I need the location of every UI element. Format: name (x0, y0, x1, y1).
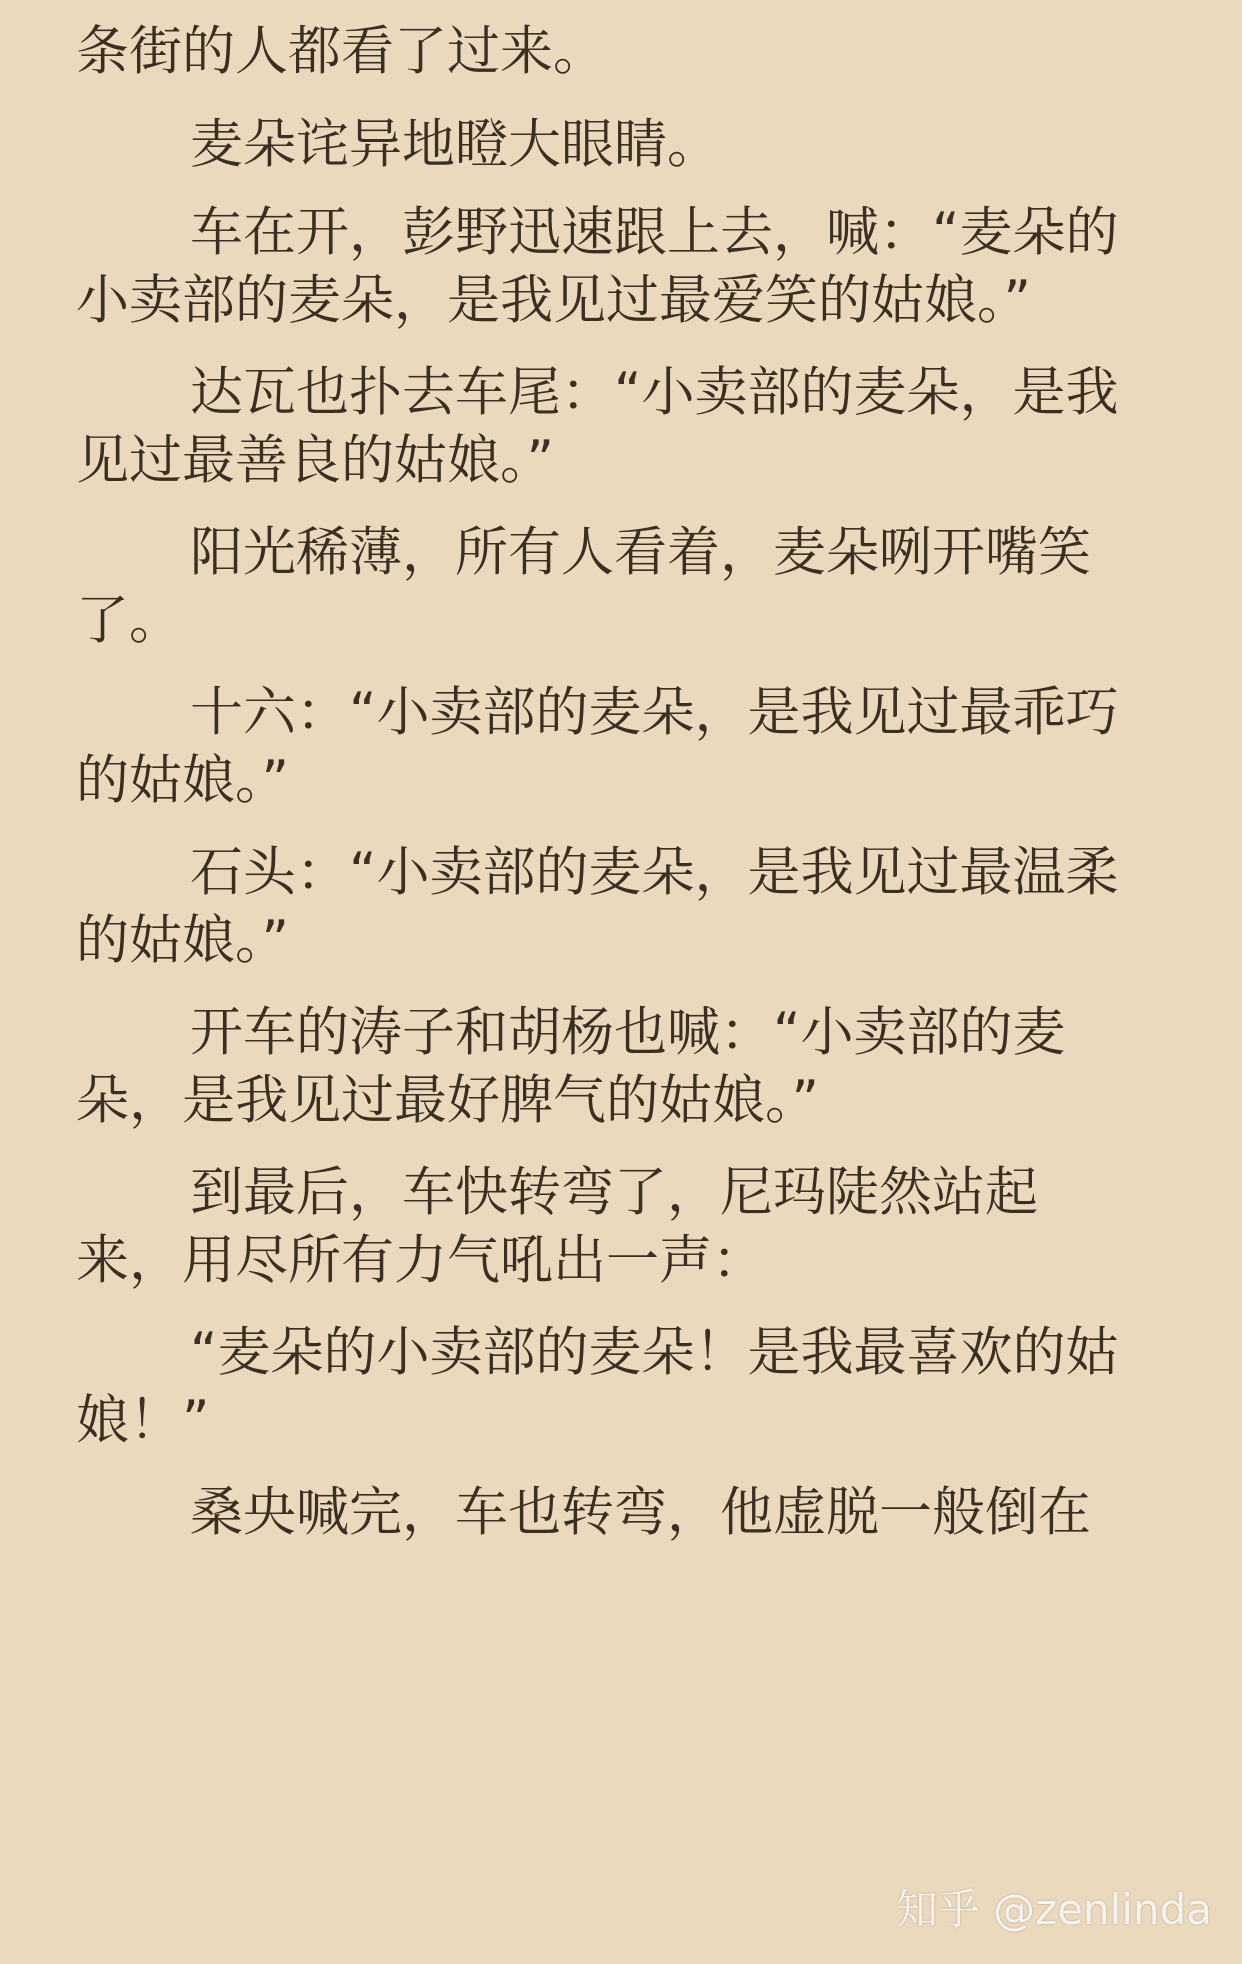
text-line: 了。 (76, 590, 182, 651)
text-line: 阳光稀薄，所有人看着，麦朵咧开嘴笑 (190, 522, 1091, 583)
text-line: 来，用尽所有力气吼出一声： (76, 1230, 765, 1291)
text-line: 的姑娘。” (76, 910, 289, 971)
text-line: 条街的人都看了过来。 (76, 21, 606, 82)
text-line: 的姑娘。” (76, 750, 289, 811)
text-line: 开车的涛子和胡杨也喊：“小卖部的麦 (190, 1002, 1066, 1063)
text-line: 车在开，彭野迅速跟上去，喊：“麦朵的 (190, 202, 1119, 263)
text-line: 见过最善良的姑娘。” (76, 430, 554, 491)
text-line: 麦朵诧异地瞪大眼睛。 (190, 114, 720, 175)
text-line: 桑央喊完，车也转弯，他虚脱一般倒在 (190, 1482, 1091, 1543)
text-line: 石头：“小卖部的麦朵，是我见过最温柔 (190, 842, 1119, 903)
text-line: 十六：“小卖部的麦朵，是我见过最乖巧 (190, 682, 1119, 743)
text-line: 朵，是我见过最好脾气的姑娘。” (76, 1070, 819, 1131)
text-line: 达瓦也扑去车尾：“小卖部的麦朵，是我 (190, 362, 1119, 423)
watermark: 知乎 @zenlinda (895, 1885, 1212, 1934)
text-line: 娘！” (76, 1390, 210, 1451)
text-line: “麦朵的小卖部的麦朵！是我最喜欢的姑 (190, 1322, 1119, 1383)
text-line: 到最后，车快转弯了，尼玛陡然站起 (190, 1162, 1038, 1223)
text-line: 小卖部的麦朵，是我见过最爱笑的姑娘。” (76, 270, 1031, 331)
